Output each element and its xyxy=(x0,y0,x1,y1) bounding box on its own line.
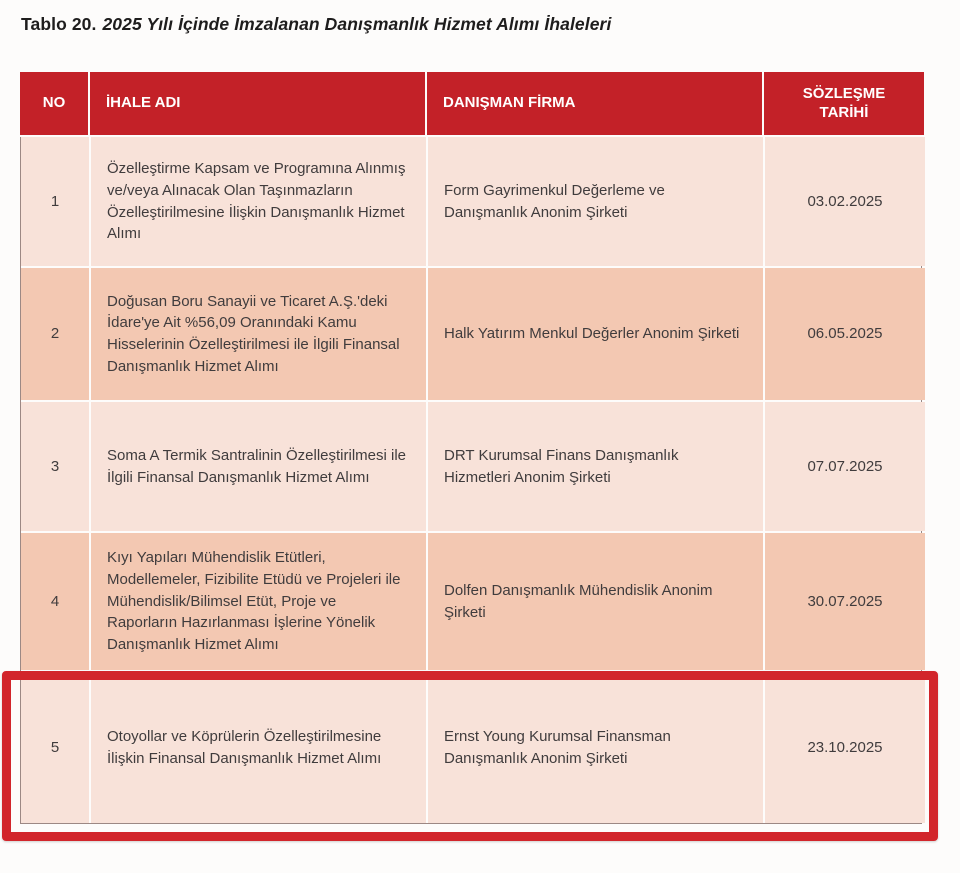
row-1-danisman-firma: Form Gayrimenkul Değerleme ve Danışmanlık Anonim Şirketi xyxy=(428,137,763,266)
table-row-2 xyxy=(21,268,921,400)
table-row-3 xyxy=(21,402,921,531)
row-1-sozlesme-tarihi: 03.02.2025 xyxy=(765,137,925,266)
row-3-danisman-firma: DRT Kurumsal Finans Danışmanlık Hizmetleri Anonim Şirketi xyxy=(428,402,763,531)
row-4-sozlesme-tarihi: 30.07.2025 xyxy=(765,533,925,670)
row-5-danisman-firma: Ernst Young Kurumsal Finansman Danışmanlık Anonim Şirketi xyxy=(428,672,763,823)
row-2-danisman-firma: Halk Yatırım Menkul Değerler Anonim Şirketi xyxy=(428,268,763,400)
table-body xyxy=(20,137,922,824)
table-row-4 xyxy=(21,533,921,670)
header-sozlesme-tarihi-label: SÖZLEŞME TARİHİ xyxy=(802,84,886,121)
table-row-5-highlighted xyxy=(21,672,921,823)
row-1-ihale-adi: Özelleştirme Kapsam ve Programına Alınmış ve/veya Alınacak Olan Taşınmazların Özelleştirilmesine İlişkin Danışmanlık Hizmet Alımı xyxy=(91,137,426,266)
table-row-1 xyxy=(21,137,921,266)
header-ihale-adi: İHALE ADI xyxy=(90,72,425,135)
header-sozlesme-tarihi xyxy=(764,72,924,135)
row-2-sozlesme-tarihi: 06.05.2025 xyxy=(765,268,925,400)
row-5-sozlesme-tarihi: 23.10.2025 xyxy=(765,672,925,823)
row-3-ihale-adi: Soma A Termik Santralinin Özelleştirilmesi ile İlgili Finansal Danışmanlık Hizmet Alımı xyxy=(91,402,426,531)
table-title-prefix: Tablo 20. xyxy=(21,14,97,34)
row-2-ihale-adi: Doğusan Boru Sanayii ve Ticaret A.Ş.'deki İdare'ye Ait %56,09 Oranındaki Kamu Hisselerinin Özelleştirilmesi ile İlgili Finansal Danışmanlık Hizmet Alımı xyxy=(91,268,426,400)
table-title xyxy=(21,14,611,35)
row-1-no: 1 xyxy=(21,137,89,266)
header-no: NO xyxy=(20,72,88,135)
row-5-ihale-adi: Otoyollar ve Köprülerin Özelleştirilmesine İlişkin Finansal Danışmanlık Hizmet Alımı xyxy=(91,672,426,823)
row-2-no: 2 xyxy=(21,268,89,400)
header-danisman-firma: DANIŞMAN FİRMA xyxy=(427,72,762,135)
row-5-no: 5 xyxy=(21,672,89,823)
tenders-table xyxy=(20,72,922,824)
row-3-sozlesme-tarihi: 07.07.2025 xyxy=(765,402,925,531)
table-header-row xyxy=(20,72,922,135)
row-3-no: 3 xyxy=(21,402,89,531)
row-4-ihale-adi: Kıyı Yapıları Mühendislik Etütleri, Modellemeler, Fizibilite Etüdü ve Projeleri ile Mühendislik/Bilimsel Etüt, Proje ve Raporların Hazırlanması İşlerine Yönelik Danışmanlık Hizmet Alımı xyxy=(91,533,426,670)
table-title-text: 2025 Yılı İçinde İmzalanan Danışmanlık Hizmet Alımı İhaleleri xyxy=(102,14,612,34)
row-4-danisman-firma: Dolfen Danışmanlık Mühendislik Anonim Şirketi xyxy=(428,533,763,670)
row-4-no: 4 xyxy=(21,533,89,670)
